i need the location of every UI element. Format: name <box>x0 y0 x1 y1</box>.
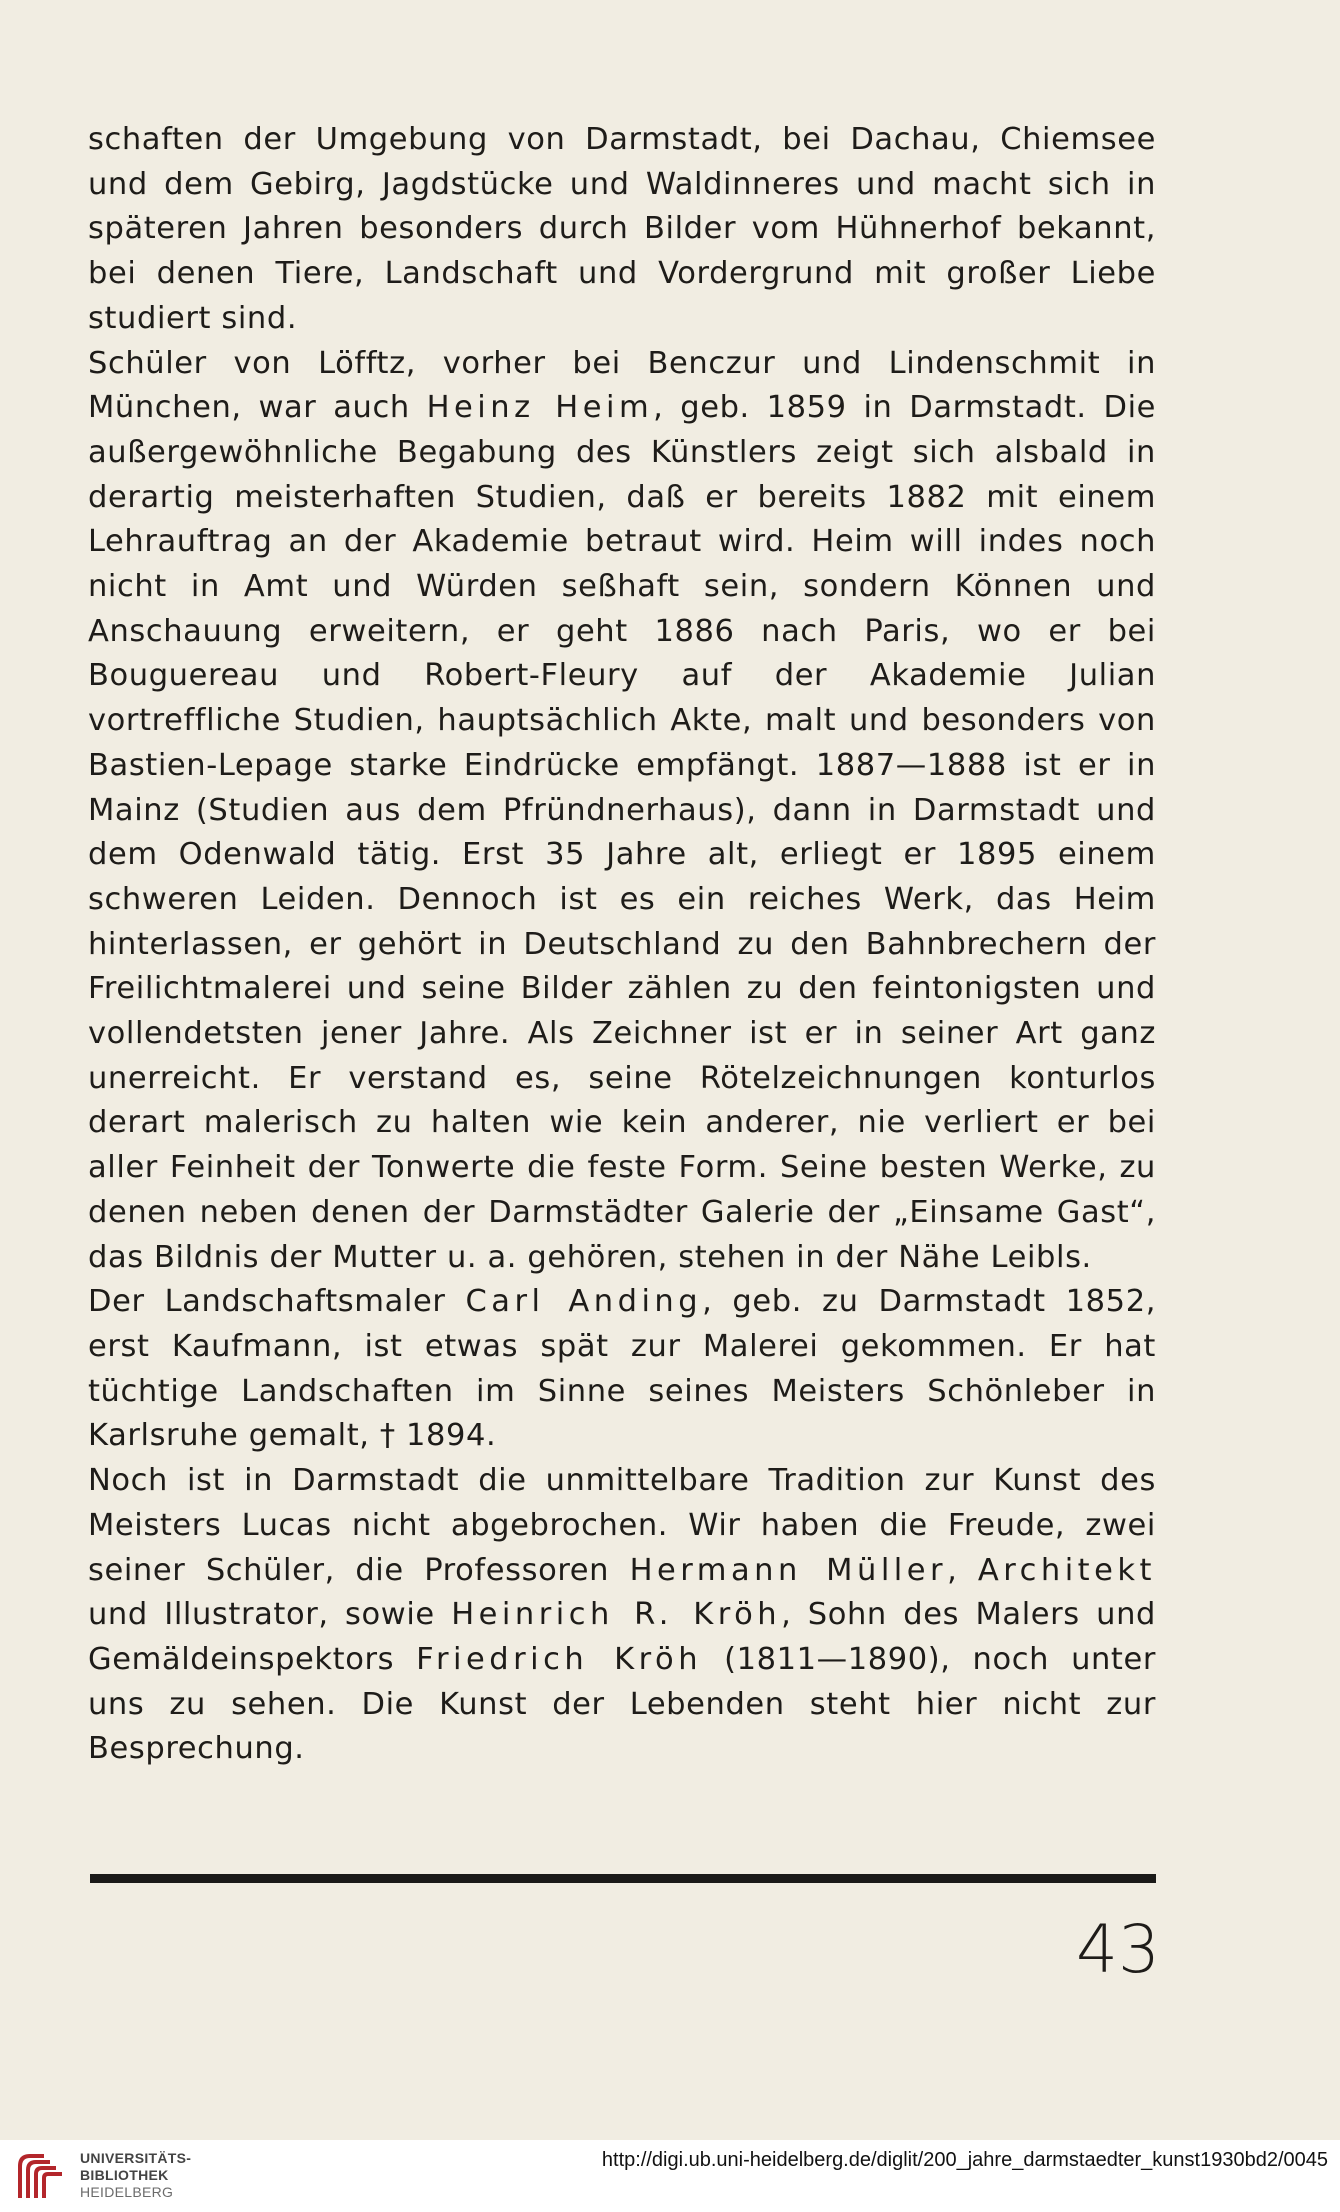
source-url-link[interactable]: http://digi.ub.uni-heidelberg.de/diglit/200_jahre_darmstaedter_kunst1930bd2/0045 <box>601 2149 1328 2171</box>
page-number: 43 <box>1076 1911 1160 1988</box>
paragraph <box>88 1280 1156 1459</box>
paragraph-text: Schüler von Löfftz, vorher bei Benczur und Lindenschmit in München, war auch <box>88 345 1156 426</box>
body-text <box>88 118 1156 1772</box>
heidelberg-library-logo-icon <box>14 2148 70 2204</box>
library-name-line1: UNIVERSITÄTS- <box>80 2150 192 2166</box>
library-name <box>80 2150 191 2201</box>
paragraph-text: , geb. 1859 in Darmstadt. Die außergewöhnliche Begabung des Künstlers zeigt sich alsbald in derartig meisterhaften Studien, daß er bereits 1882 mit einem Lehrauftrag an der Akademie betraut wird. Heim will indes noch nicht in Amt und Würden seßhaft sein, sondern Können und Anschauung erweitern, er geht 1886 nach Paris, wo er bei Bouguereau und Robert-Fleury auf der Akademie Julian vortreffliche Studien, hauptsächlich Akte, malt und besonders von Bastien-Lepage starke Eindrücke empfängt. 1887—1888 ist er in Mainz (Studien aus dem Pfründnerhaus), dann in Darmstadt und dem Odenwald tätig. Erst 35 Jahre alt, erliegt er 1895 einem schweren Leiden. Dennoch ist es ein reiches Werk, das Heim hinterlassen, er gehört in Deutschland zu den Bahnbrechern der Freilichtmalerei und seine Bilder zählen zu den feintonigsten und vollendetsten jener Jahre. Als Zeichner ist er in seiner Art ganz unerreicht. Er verstand es, seine Rötelzeichnungen konturlos derart malerisch zu halten wie kein anderer, nie verliert er bei aller Feinheit der Tonwerte die feste Form. Seine besten Werke, zu denen neben denen der Darmstädter Galerie der „Einsame Gast“, das Bildnis der Mutter u. a. gehören, stehen in der Nähe Leibls. <box>88 390 1157 1275</box>
spaced-name-text: Architekt <box>977 1552 1157 1588</box>
paragraph-text: , geb. zu Darmstadt 1852, erst Kaufmann, ist etwas spät zur Malerei gekommen. Er hat tüchtige Landschaften im Sinne seines Meisters Schönleber in Karlsruhe gemalt, † 1894. <box>88 1284 1156 1454</box>
horizontal-rule <box>90 1874 1156 1883</box>
paragraph <box>88 118 1156 342</box>
spaced-name-text: Heinrich R. Kröh <box>451 1597 782 1633</box>
paragraph <box>88 342 1156 1281</box>
paragraph <box>88 1459 1156 1772</box>
spaced-name-text: Carl Anding <box>465 1284 703 1320</box>
paragraph-text: Der Landschaftsmaler <box>88 1284 466 1320</box>
paragraph-text: , <box>947 1552 978 1588</box>
paragraph-text: (1811—1890), noch unter uns zu sehen. Die Kunst der Lebenden steht hier nicht zur Besprechung. <box>88 1641 1156 1767</box>
spaced-name-text: Friedrich Kröh <box>416 1641 703 1677</box>
spaced-name-text: Hermann Müller <box>629 1552 948 1588</box>
paragraph-text: schaften der Umgebung von Darmstadt, bei Dachau, Chiemsee und dem Gebirg, Jagdstücke und Waldinneres und macht sich in späteren Jahren besonders durch Bilder vom Hühnerhof bekannt, bei denen Tiere, Landschaft und Vordergrund mit großer Liebe studiert sind. <box>88 122 1156 336</box>
library-name-line3: HEIDELBERG <box>80 2184 174 2200</box>
library-name-line2: BIBLIOTHEK <box>80 2167 169 2183</box>
paragraph-text: , Sohn des Malers und Gemäldeinspektors <box>88 1597 1156 1677</box>
paragraph-text: Noch ist in Darmstadt die unmittelbare Tradition zur Kunst des Meisters Lucas nicht abgebrochen. Wir haben die Freude, zwei seiner Schüler, die Professoren <box>88 1463 1156 1588</box>
paragraph-text: und Illustrator, sowie <box>88 1597 452 1633</box>
spaced-name-text: Heinz Heim <box>426 390 654 426</box>
